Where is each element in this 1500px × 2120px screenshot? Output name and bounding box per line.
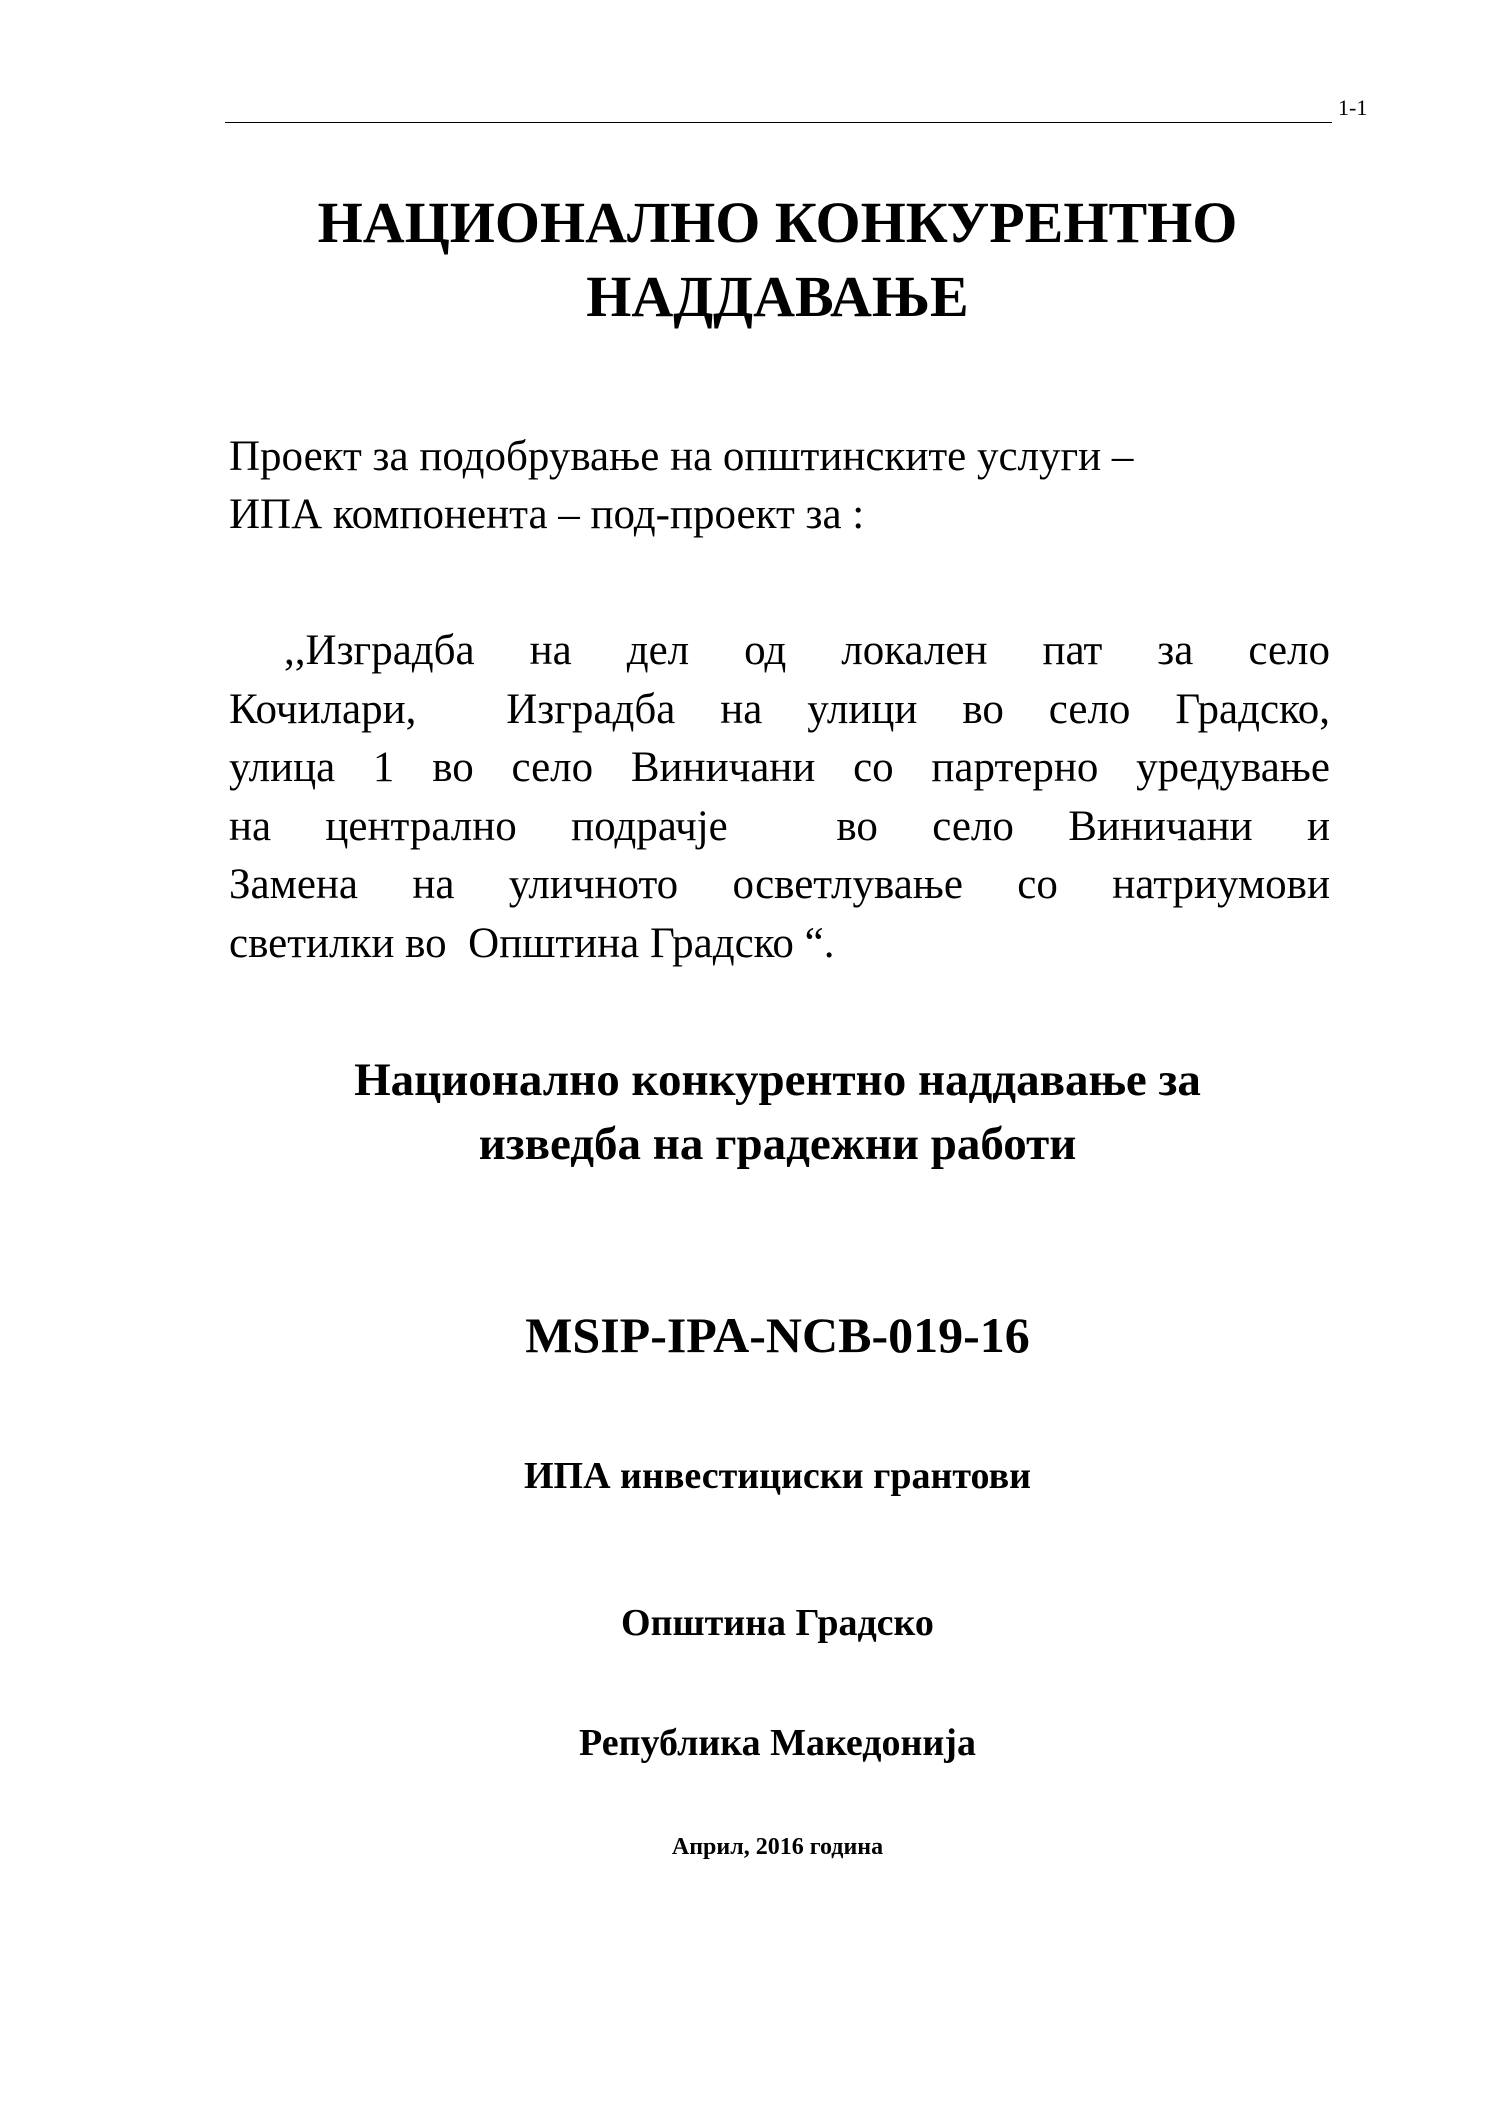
municipality-name: Општина Градско bbox=[621, 1602, 934, 1644]
page-number: 1-1 bbox=[1338, 95, 1368, 120]
subproject-description bbox=[229, 622, 1330, 973]
procurement-subtitle bbox=[225, 1048, 1330, 1176]
project-intro bbox=[229, 428, 1330, 544]
document-title-line-1: НАЦИОНАЛНО КОНКУРЕНТНО bbox=[317, 190, 1238, 255]
procurement-subtitle-line-1: Национално конкурентно наддавање за bbox=[354, 1054, 1201, 1106]
document-date: Април, 2016 година bbox=[671, 1834, 884, 1860]
project-intro-line-2: ИПА компонента – под-проект за : bbox=[229, 491, 865, 538]
subproject-line-5: Замена на уличното осветлување со натриумови bbox=[229, 861, 1330, 908]
project-intro-line-1: Проект за подобрување на општинските услуги – bbox=[229, 433, 1134, 480]
reference-number: MSIP-IPA-NCB-019-16 bbox=[525, 1307, 1030, 1363]
header-rule bbox=[225, 122, 1332, 123]
document-title-line-2: НАДДАВАЊЕ bbox=[586, 264, 969, 329]
grants-title: ИПА инвестициски грантови bbox=[524, 1455, 1031, 1497]
subproject-line-6: светилки во Општина Градско “. bbox=[229, 919, 835, 967]
country-name: Република Македонија bbox=[579, 1722, 976, 1764]
subproject-line-2: Кочилари, Изградба на улици во село Градско, bbox=[229, 685, 1330, 733]
document-title bbox=[225, 186, 1330, 334]
subproject-line-1: ,,Изградба на дел од локален пат за село bbox=[229, 627, 1331, 674]
subproject-line-4: на централно подрачје во село Виничани и bbox=[229, 802, 1330, 850]
subproject-line-3: улица 1 во село Виничани со партерно уредување bbox=[229, 744, 1330, 791]
procurement-subtitle-line-2: изведба на градежни работи bbox=[478, 1118, 1077, 1170]
